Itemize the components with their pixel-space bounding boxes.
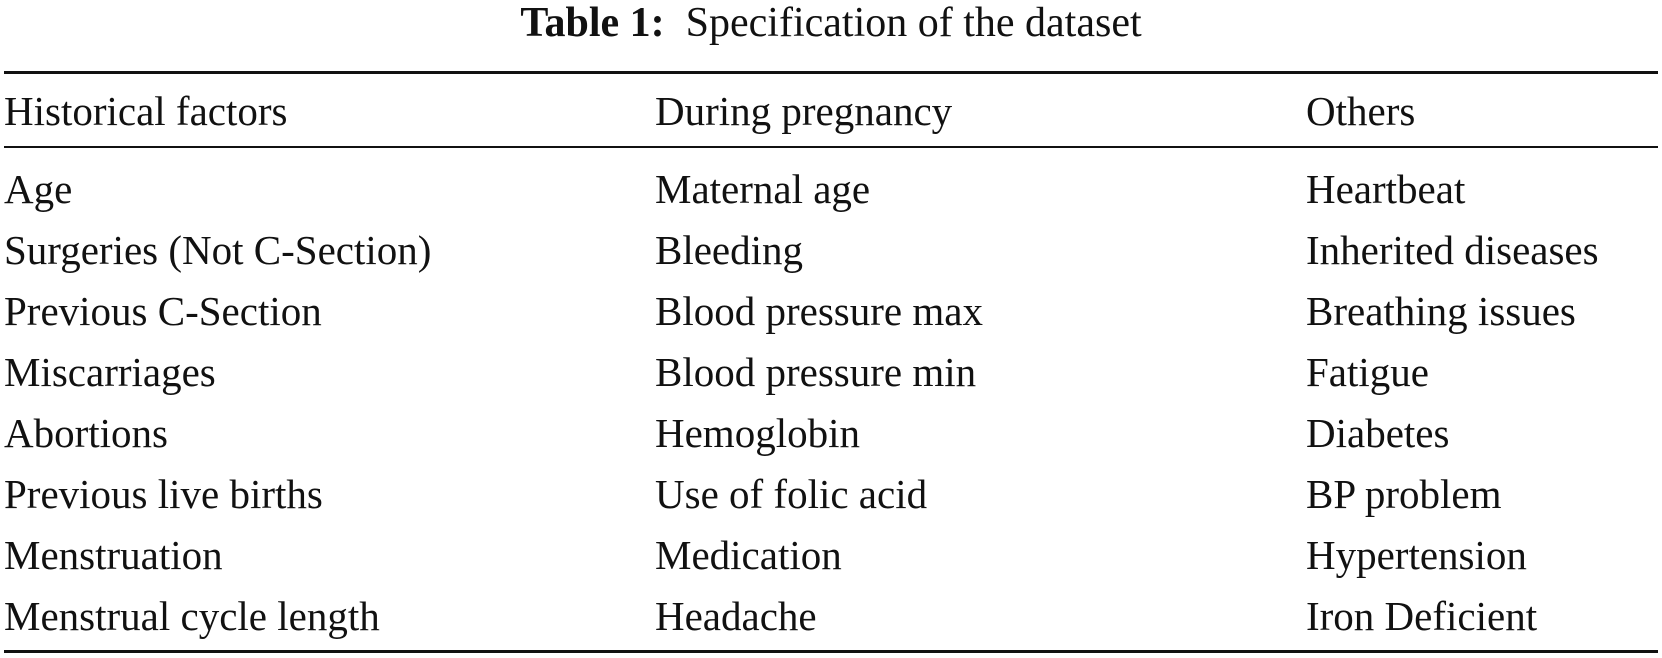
table-cell: Use of folic acid: [655, 470, 928, 517]
table-header-row: [4, 74, 1658, 148]
table-row: [4, 280, 1658, 341]
column-header-historical-factors: Historical factors: [4, 88, 288, 134]
table-cell: Hemoglobin: [655, 409, 860, 456]
table-cell: Diabetes: [1306, 409, 1450, 456]
table-bottom-rule: [4, 650, 1658, 653]
table-cell: Previous live births: [4, 470, 323, 517]
table-cell: Fatigue: [1306, 348, 1429, 395]
table-row: [4, 524, 1658, 585]
table-row: [4, 219, 1658, 280]
table-cell: Age: [4, 165, 73, 212]
table-row: [4, 402, 1658, 463]
table-cell: Surgeries (Not C-Section): [4, 226, 432, 273]
column-header-during-pregnancy: During pregnancy: [655, 88, 953, 134]
table-row: [4, 148, 1658, 219]
table-cell: Medication: [655, 531, 842, 578]
table-row: [4, 341, 1658, 402]
table-cell: Iron Deficient: [1306, 592, 1538, 639]
table-cell: Blood pressure max: [655, 287, 983, 334]
table-cell: Menstruation: [4, 531, 223, 578]
table-cell: Inherited diseases: [1306, 226, 1599, 273]
table-cell: Abortions: [4, 409, 168, 456]
column-header-others: Others: [1306, 88, 1416, 134]
table-caption-label: Table 1:: [520, 0, 665, 46]
table-cell: Menstrual cycle length: [4, 592, 380, 639]
table-row: [4, 463, 1658, 524]
table-caption-text: Specification of the dataset: [685, 0, 1142, 46]
table-cell: Miscarriages: [4, 348, 216, 395]
table-cell: Maternal age: [655, 165, 871, 212]
table-cell: Heartbeat: [1306, 165, 1466, 212]
table-row: [4, 585, 1658, 646]
table-cell: BP problem: [1306, 470, 1502, 517]
dataset-specification-table: [4, 74, 1658, 646]
table-cell: Previous C-Section: [4, 287, 322, 334]
table-cell: Bleeding: [655, 226, 804, 273]
table-caption: [0, 0, 1662, 46]
table-cell: Hypertension: [1306, 531, 1527, 578]
table-cell: Breathing issues: [1306, 287, 1576, 334]
table-cell: Blood pressure min: [655, 348, 977, 395]
table-cell: Headache: [655, 592, 817, 639]
